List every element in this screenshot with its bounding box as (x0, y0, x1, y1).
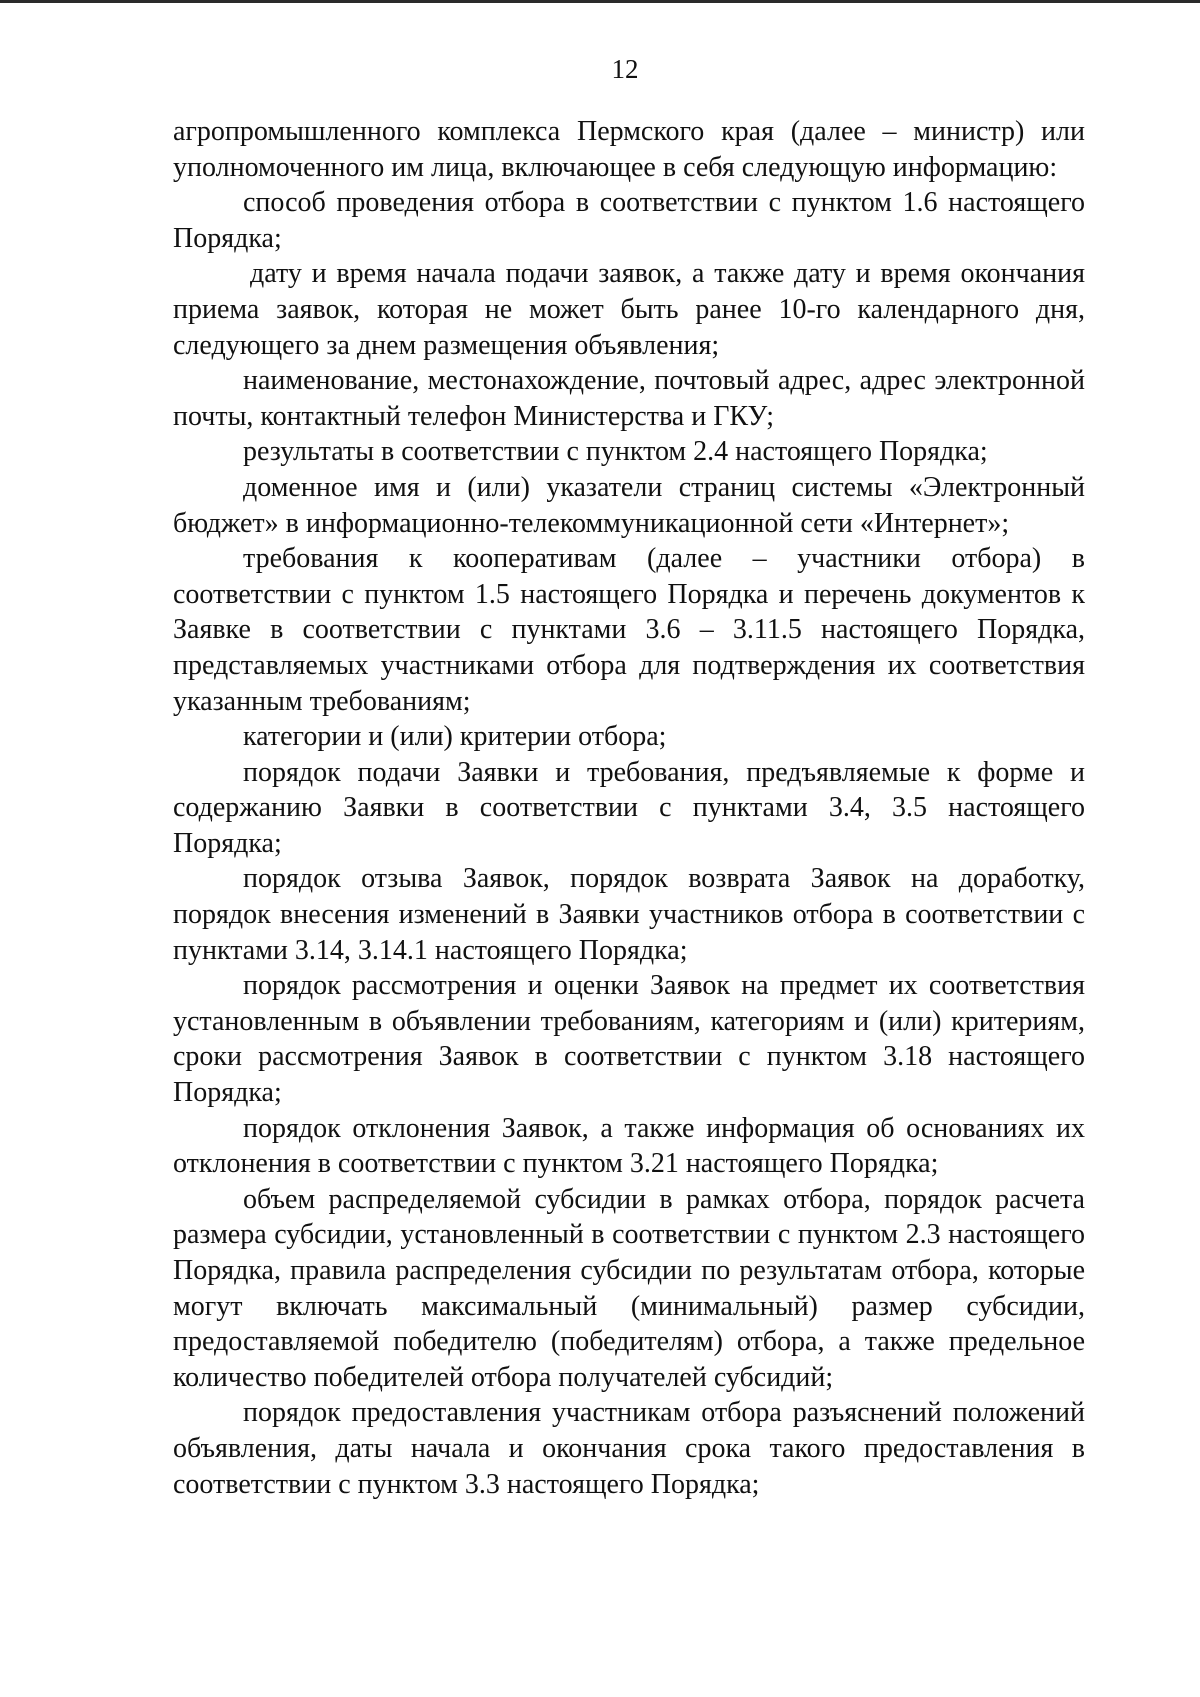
paragraph-application-dates: дату и время начала подачи заявок, а также дату и время окончания приема заявок, которая не может быть ранее 10-го календарного дня, следующего за днем размещения объявления; (173, 258, 1085, 361)
paragraph-rejection-procedure: порядок отклонения Заявок, а также информация об основаниях их отклонения в соответствии с пунктом 3.21 настоящего Порядка; (173, 1112, 1085, 1180)
paragraph-review-procedure: порядок рассмотрения и оценки Заявок на предмет их соответствия установленным в объявлении требованиям, категориям и (или) критериям, сроки рассмотрения Заявок в соответствии с пунктом 3.18 настоящего Порядка; (173, 970, 1085, 1109)
paragraph-withdrawal-procedure: порядок отзыва Заявок, порядок возврата Заявок на доработку, порядок внесения изменений в Заявки участников отбора в соответствии с пунктами 3.14, 3.14.1 настоящего Порядка; (173, 863, 1085, 966)
paragraph-selection-criteria: категории и (или) критерии отбора; (243, 721, 667, 753)
paragraph-selection-method: способ проведения отбора в соответствии с пунктом 1.6 настоящего Порядка; (173, 187, 1085, 254)
paragraph-submission-procedure: порядок подачи Заявки и требования, предъявляемые к форме и содержанию Заявки в соответствии с пунктами 3.4, 3.5 настоящего Порядка; (173, 756, 1085, 859)
paragraph-participant-requirements: требования к кооперативам (далее – участники отбора) в соответствии с пунктом 1.5 настоящего Порядка и перечень документов к Заявке в соответствии с пунктами 3.6 – 3.11.5 настоящего Порядка, представляемых участниками отбора для подтверждения их соответствия указанным требованиям; (173, 543, 1085, 717)
paragraph-continuation: агропромышленного комплекса Пермского края (далее – министр) или уполномоченного им лица, включающее в себя следующую информацию: (173, 116, 1085, 183)
paragraph-clarifications: порядок предоставления участникам отбора разъяснений положений объявления, даты начала и окончания срока такого предоставления в соответствии с пунктом 3.3 настоящего Порядка; (173, 1397, 1085, 1500)
scan-top-edge (0, 0, 1200, 3)
paragraph-results: результаты в соответствии с пунктом 2.4 настоящего Порядка; (243, 436, 988, 468)
paragraph-domain-name: доменное имя и (или) указатели страниц системы «Электронный бюджет» в информационно-телекоммуникационной сети «Интернет»; (173, 471, 1085, 539)
paragraph-contacts: наименование, местонахождение, почтовый адрес, адрес электронной почты, контактный телефон Министерства и ГКУ; (173, 365, 1085, 432)
page-number: 12 (611, 54, 639, 84)
paragraph-subsidy-volume: объем распределяемой субсидии в рамках отбора, порядок расчета размера субсидии, установленный в соответствии с пунктом 2.3 настоящего Порядка, правила распределения субсидии по результатам отбора, которые могут включать максимальный (минимальный) размер субсидии, предоставляемой победителю (победителям) отбора, а также предельное количество победителей отбора получателей субсидий; (173, 1183, 1085, 1393)
document-body (173, 114, 1085, 1502)
